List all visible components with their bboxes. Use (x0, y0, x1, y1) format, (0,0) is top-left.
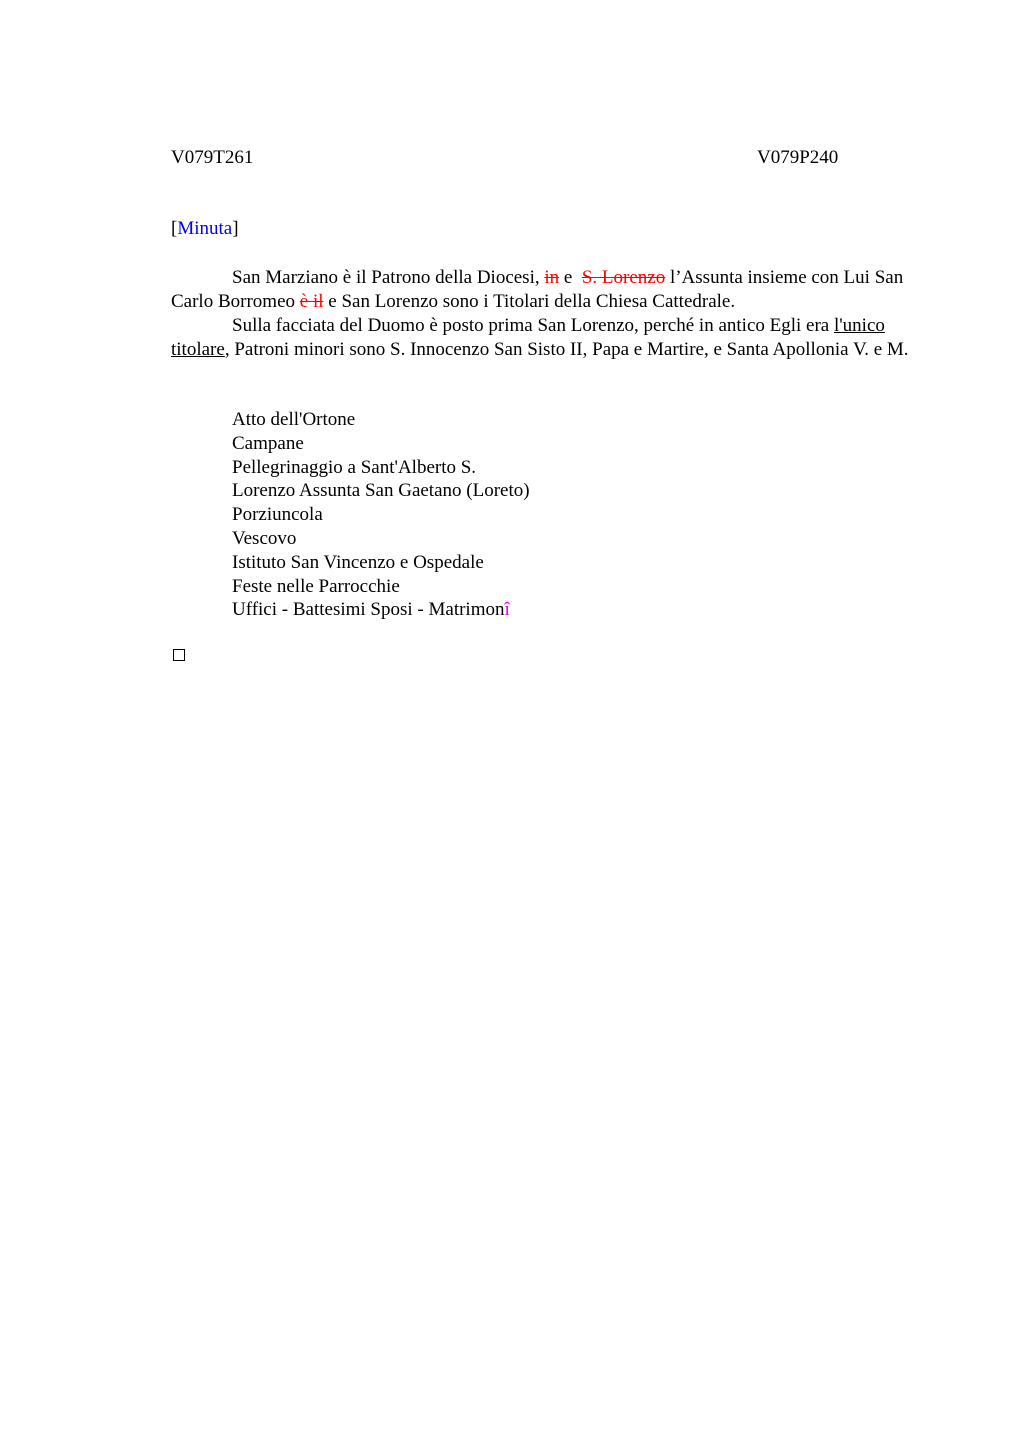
deleted-s-lorenzo: S. Lorenzo (581, 267, 666, 288)
paragraph-1-text-c: l’Assunta insieme con Lui San Carlo Borromeo (171, 267, 904, 312)
list-item: Atto dell'Ortone (232, 409, 356, 430)
list-item: Campane (232, 432, 304, 454)
empty-square-icon (173, 649, 185, 661)
list-item: Lorenzo Assunta San Gaetano (Loreto) (232, 480, 530, 502)
paragraph-1-text-a: San Marziano è il Patrono della Diocesi, (232, 267, 545, 288)
minuta-label (171, 218, 239, 240)
list-item: Feste nelle Parrocchie (232, 575, 400, 597)
topic-list (232, 408, 530, 622)
list-item-last-text: Uffici - Battesimi Sposi - Matrimon (232, 599, 505, 621)
paragraph-2 (171, 314, 931, 362)
minuta-open-bracket: [ (171, 218, 178, 239)
list-item: Istituto San Vincenzo e Ospedale (232, 551, 484, 573)
paragraph-2-text-b: , Patroni minori sono S. Innocenzo San Sisto II, Papa e Martire, e Santa Apollonia V. e M. (224, 339, 909, 360)
minuta-text: Minuta (177, 218, 233, 239)
minuta-close-bracket: ] (232, 218, 239, 239)
paragraph-1 (171, 266, 931, 314)
document-code-right: V079P240 (757, 147, 839, 168)
list-item-last (232, 598, 530, 622)
paragraph-1-text-d: e San Lorenzo sono i Titolari della Chiesa Cattedrale. (323, 291, 736, 312)
list-item: Pellegrinaggio a Sant'Alberto S. (232, 456, 477, 478)
document-code-left: V079T261 (171, 147, 254, 168)
uncertain-character-mark: î (504, 599, 510, 621)
underlined-unico-titolare: l'unico titolare (171, 315, 885, 360)
list-item: Vescovo (232, 527, 297, 549)
list-item: Porziuncola (232, 504, 323, 526)
paragraph-2-text-a: Sulla facciata del Duomo è posto prima San Lorenzo, perché in antico Egli era (232, 315, 834, 336)
deleted-e-il: è il (299, 291, 324, 312)
body-text (171, 266, 931, 362)
paragraph-1-text-b: e (559, 267, 582, 288)
deleted-word-in: in (544, 267, 560, 288)
